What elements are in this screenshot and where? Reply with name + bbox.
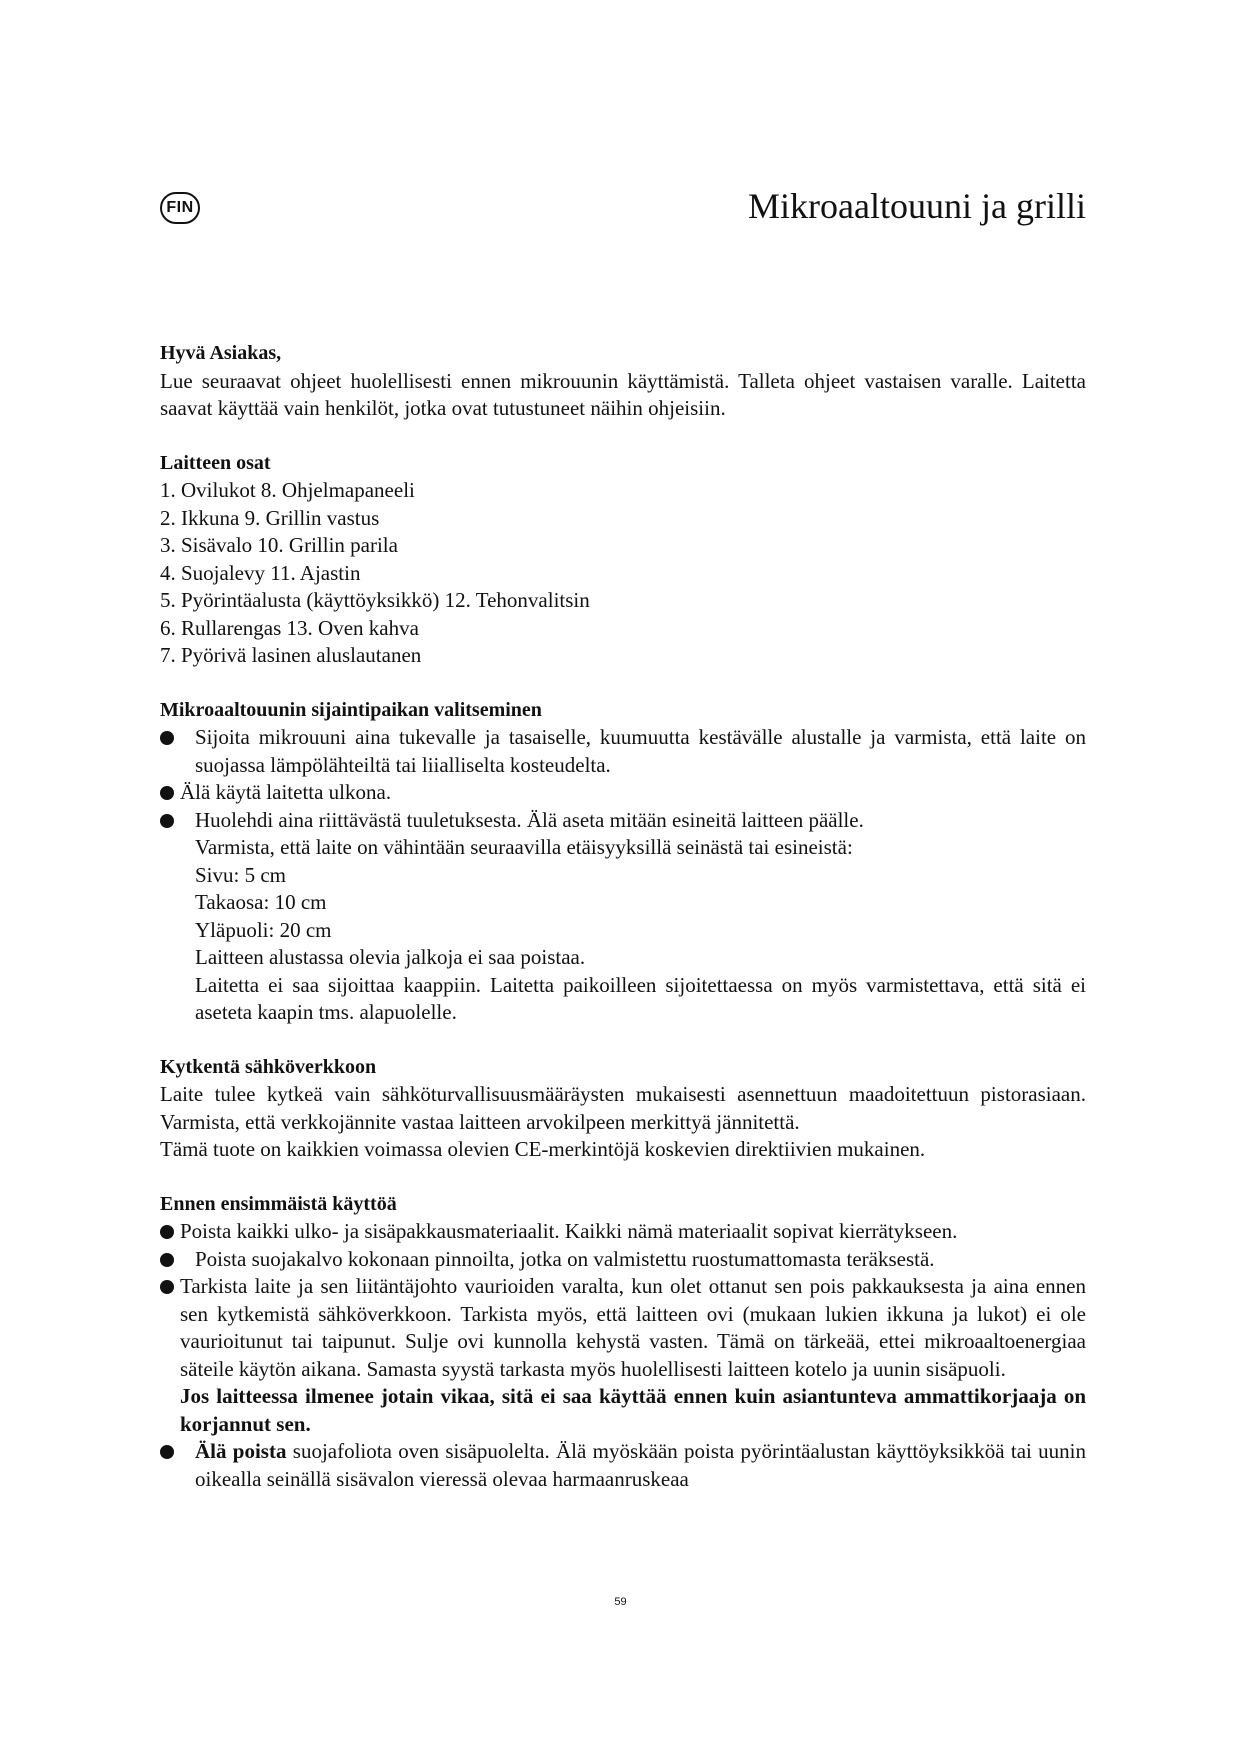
bullet-text: Tarkista laite ja sen liitäntäjohto vaurioiden varalta, kun olet ottanut sen pois pakkauksesta ja aina ennen sen kytkemistä sähköverkkoon. Tarkista myös, että laitteen ovi (mukaan lukien ikkuna ja lukot) ei ole vaurioitunut tai taipunut. Sulje ovi kunnolla kehystä vasten. Tämä on tärkeää, ettei mikroaaltoenergiaa säteile käytön aikana. Samasta syystä tarkasta myös huolellisesti laitteen kotelo ja uunin sisäpuoli. (180, 1274, 1086, 1381)
bullet-item (160, 1218, 1086, 1246)
bullet-icon (160, 731, 174, 745)
bullet-icon (160, 786, 174, 800)
bullet-text: Varmista, että laite on vähintään seuraavilla etäisyyksillä seinästä tai esineistä: (195, 835, 853, 859)
first-use-heading: Ennen ensimmäistä käyttöä (160, 1192, 397, 1215)
bullet-item (160, 779, 1086, 807)
bullet-text: Huolehdi aina riittävästä tuuletuksesta. Älä aseta mitään esineitä laitteen päälle. (195, 807, 864, 832)
location-heading: Mikroaaltouunin sijaintipaikan valitseminen (160, 698, 542, 721)
bullet-icon (160, 1253, 174, 1267)
parts-list-item: 3. Sisävalo 10. Grillin parila (160, 533, 398, 557)
document-title: Mikroaaltouuni ja grilli (748, 186, 1086, 226)
electrical-section (160, 1054, 1086, 1164)
page-number: 59 (614, 1596, 627, 1608)
location-bullets (160, 724, 1086, 1027)
electrical-ce-text: Tämä tuote on kaikkien voimassa olevien CE-merkintöjä koskevien direktiivien mukainen. (160, 1137, 926, 1161)
first-use-bullets (160, 1218, 1086, 1493)
intro-section (160, 340, 1086, 423)
bullet-text: Poista kaikki ulko- ja sisäpakkausmateriaalit. Kaikki nämä materiaalit sopivat kierrätykseen. (180, 1219, 958, 1243)
bullet-icon (160, 1225, 174, 1239)
distance-top: Yläpuoli: 20 cm (195, 917, 332, 942)
bullet-icon (160, 814, 174, 828)
document-body (160, 340, 1086, 1520)
parts-heading: Laitteen osat (160, 451, 271, 474)
electrical-heading: Kytkentä sähköverkkoon (160, 1055, 377, 1078)
parts-list-item: 6. Rullarengas 13. Oven kahva (160, 615, 419, 640)
bullet-item (160, 1273, 1086, 1438)
distance-side: Sivu: 5 cm (195, 862, 287, 887)
bullet-bold-text: Älä poista (195, 1439, 287, 1463)
bullet-text: Laitetta ei saa sijoittaa kaappiin. Laitetta paikoilleen sijoitettaessa on myös varmistettava, että sitä ei aseteta kaapin tms. alapuolelle. (195, 972, 1086, 1024)
parts-list-item: 2. Ikkuna 9. Grillin vastus (160, 505, 380, 530)
bullet-text: suojafoliota oven sisäpuolelta. Älä myöskään poista pyörintäalustan käyttöyksikköä tai uunin oikealla seinällä sisävalon vieressä olevaa harmaanruskeaa (195, 1439, 1086, 1491)
language-badge: FIN (160, 192, 200, 224)
location-section (160, 697, 1086, 1027)
bullet-text: Sijoita mikrouuni aina tukevalle ja tasaiselle, kuumuutta kestävälle alustalle ja varmista, että laite on suojassa lämpölähteiltä tai liialliselta kosteudelta. (195, 725, 1086, 777)
electrical-text: Laite tulee kytkeä vain sähköturvallisuusmääräysten mukaisesti asennettuun maadoitettuun pistorasiaan. Varmista, että verkkojännite vastaa laitteen arvokilpeen merkittyä jännitettä. (160, 1082, 1086, 1134)
bullet-icon (160, 1445, 174, 1459)
intro-heading: Hyvä Asiakas, (160, 342, 282, 364)
parts-list-item: 4. Suojalevy 11. Ajastin (160, 560, 361, 585)
bullet-item (160, 807, 1086, 1027)
first-use-section (160, 1191, 1086, 1494)
parts-list-item: 7. Pyörivä lasinen aluslautanen (160, 643, 422, 667)
warning-text: Jos laitteessa ilmenee jotain vikaa, sitä ei saa käyttää ennen kuin asiantunteva ammattikorjaaja on korjannut sen. (180, 1384, 1086, 1436)
parts-list-item: 5. Pyörintäalusta (käyttöyksikkö) 12. Tehonvalitsin (160, 588, 590, 612)
bullet-text: Poista suojakalvo kokonaan pinnoilta, jotka on valmistettu ruostumattomasta teräksestä. (195, 1246, 935, 1271)
bullet-item (160, 1438, 1086, 1493)
parts-list-item: 1. Ovilukot 8. Ohjelmapaneeli (160, 478, 415, 502)
bullet-icon (160, 1280, 174, 1294)
bullet-text: Laitteen alustassa olevia jalkoja ei saa poistaa. (195, 945, 586, 969)
bullet-item (160, 724, 1086, 779)
intro-text: Lue seuraavat ohjeet huolellisesti ennen mikrouunin käyttämistä. Talleta ohjeet vastaisen varalle. Laitetta saavat käyttää vain henkilöt, jotka ovat tutustuneet näihin ohjeisiin. (160, 368, 1086, 420)
bullet-item (160, 1246, 1086, 1274)
distance-back: Takaosa: 10 cm (195, 890, 327, 914)
bullet-text: Älä käytä laitetta ulkona. (180, 780, 392, 804)
parts-section (160, 450, 1086, 670)
parts-list (160, 477, 1086, 670)
